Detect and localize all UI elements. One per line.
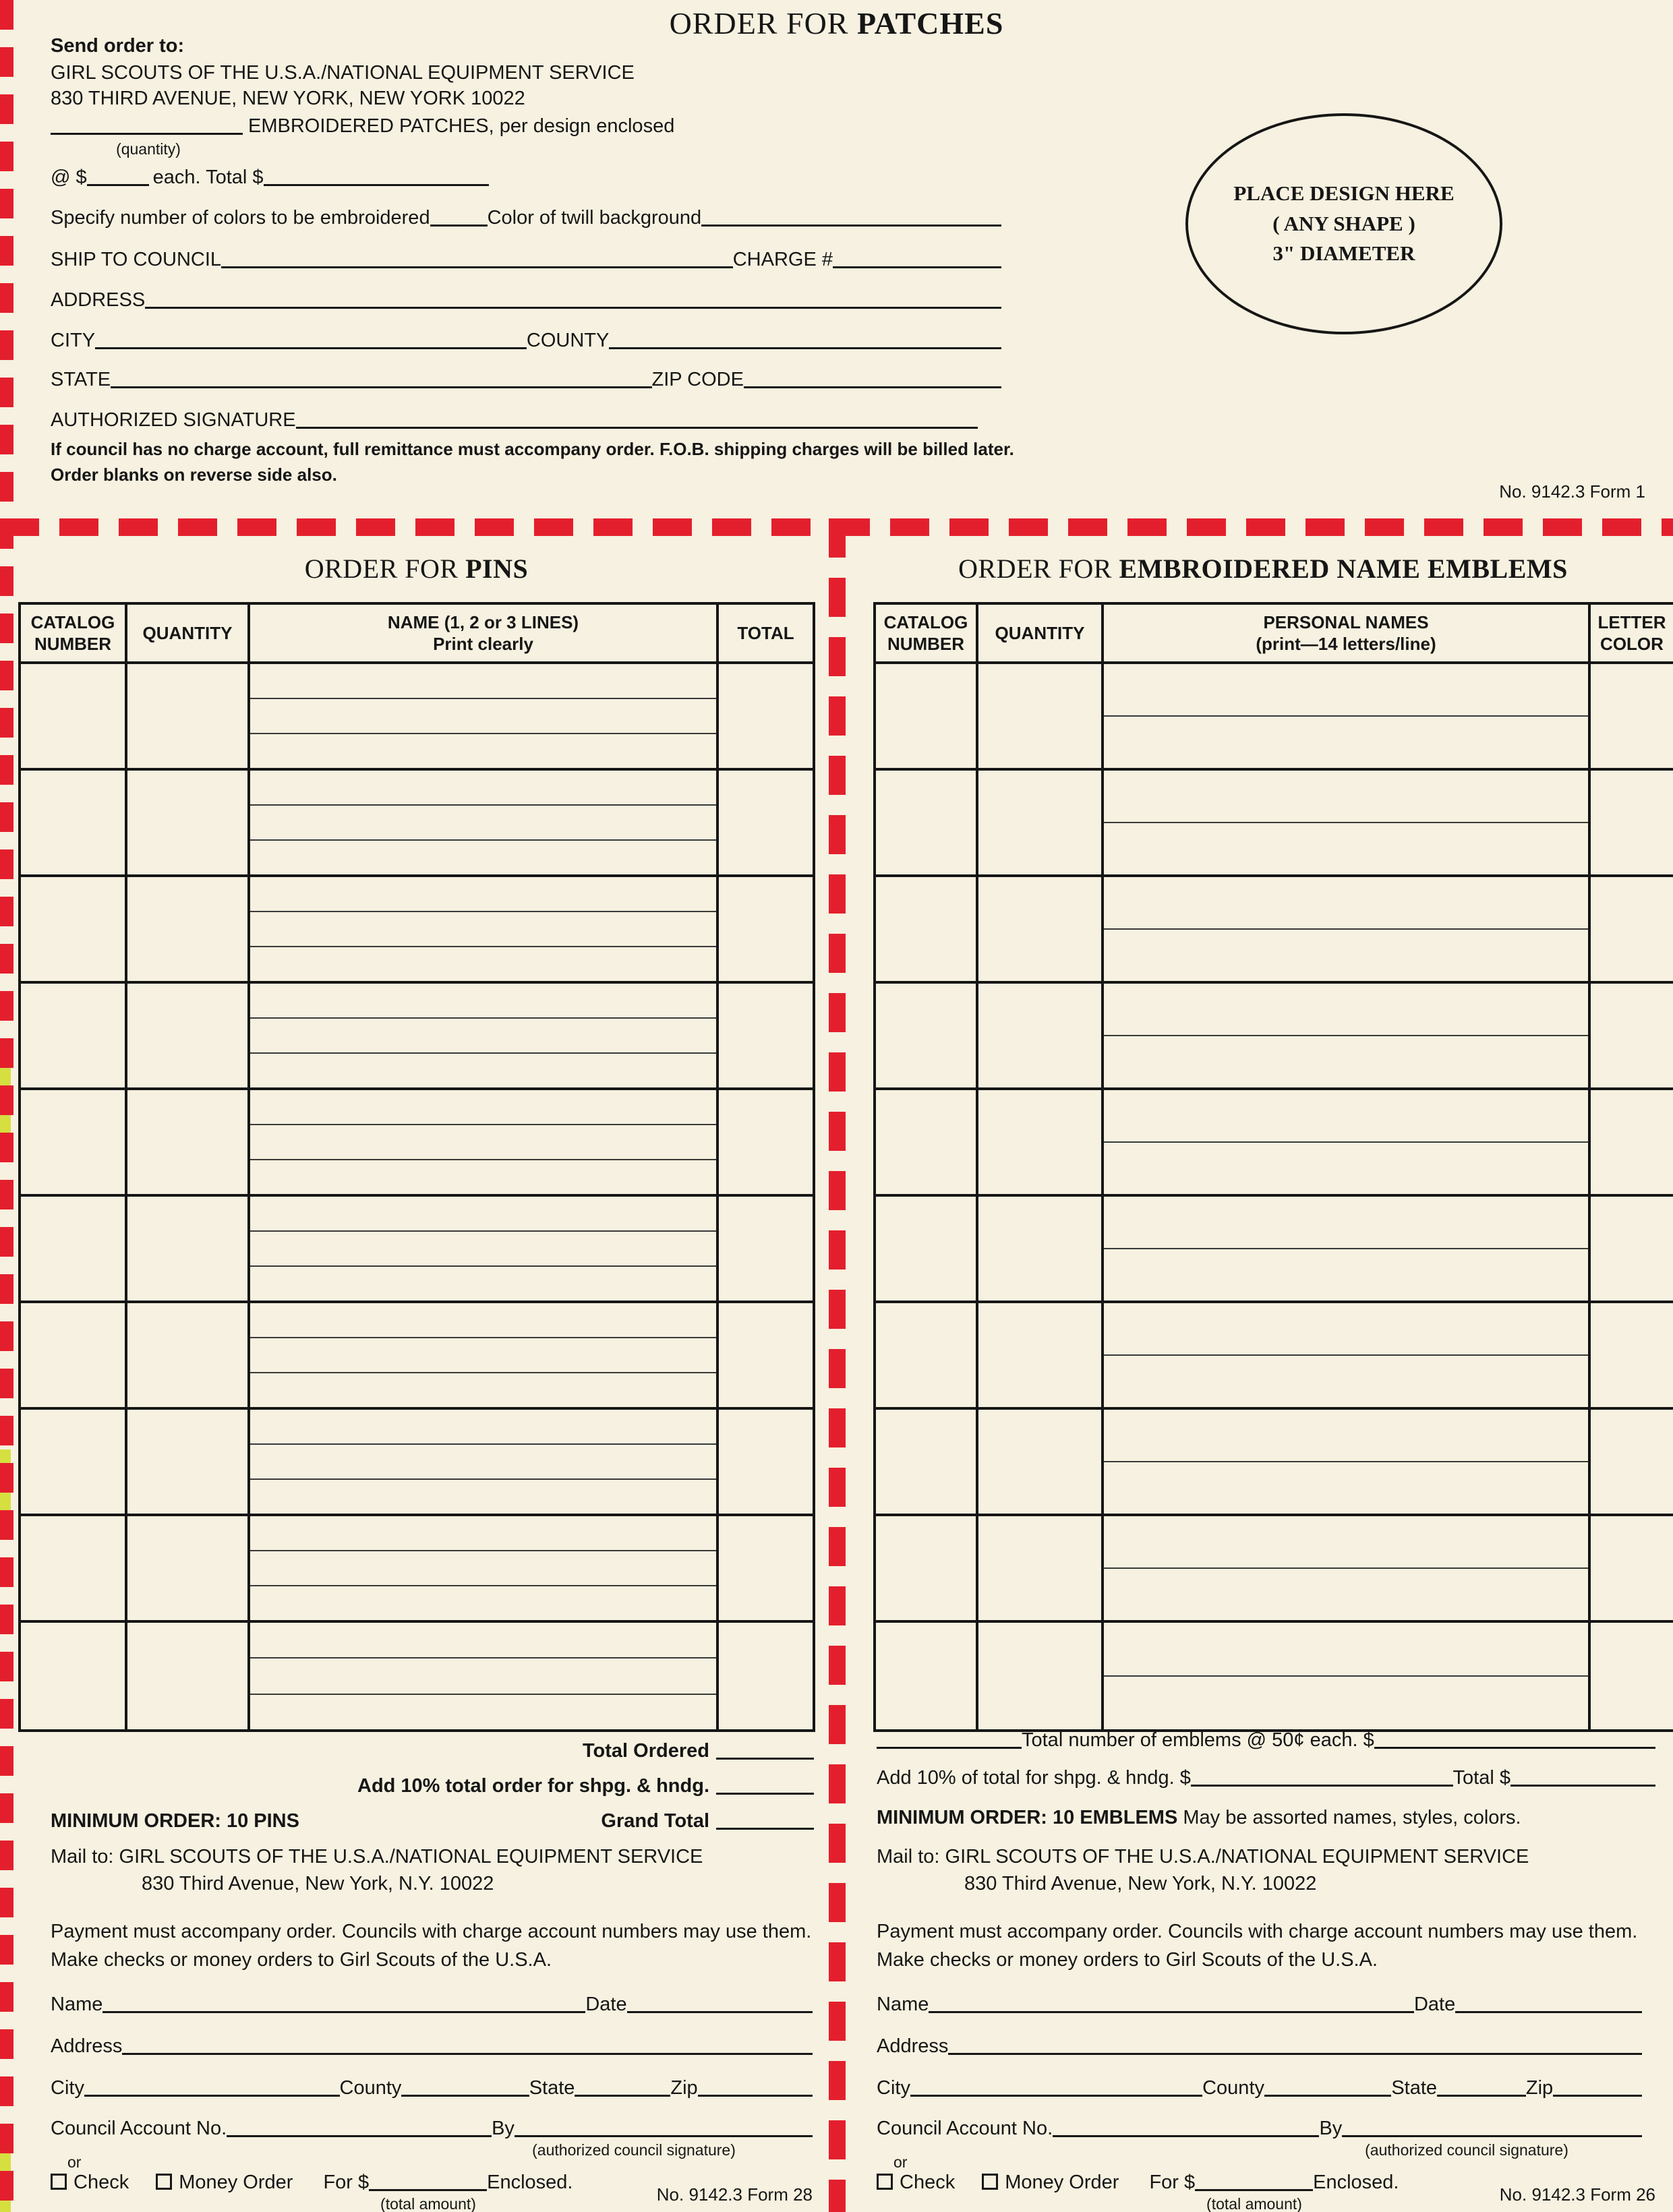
emblems-table-row (876, 1516, 1673, 1623)
pins-council-account-line (227, 2134, 492, 2137)
pins-cell-total (716, 1516, 813, 1620)
design-oval-line3: 3" DIAMETER (1272, 241, 1415, 266)
emblems-total2-line (1510, 1784, 1655, 1787)
emblems-cell-quantity (976, 1197, 1101, 1301)
pins-add10-row (18, 1776, 814, 1796)
emblems-date-line (1455, 2010, 1642, 2013)
emblems-table (873, 602, 1673, 1732)
emblems-table-row (876, 1090, 1673, 1197)
pins-money-order-checkbox (156, 2174, 172, 2190)
emblems-total-label: Total number of emblems @ 50¢ each. $ (1022, 1729, 1374, 1751)
pins-or-label: or (67, 2153, 82, 2171)
grand-total-line (716, 1827, 814, 1830)
ship-to-row (51, 249, 1001, 270)
pins-cell-quantity (125, 1623, 247, 1729)
emblems-council-account-line (1053, 2134, 1319, 2137)
emblems-cell-names (1101, 877, 1588, 981)
emblems-address-label: Address (877, 2035, 949, 2057)
pins-cell-total (716, 877, 813, 981)
emblems-name-label: Name (877, 1994, 929, 2015)
pins-address-label: Address (51, 2035, 123, 2057)
emblems-cell-letter-color (1588, 877, 1673, 981)
pins-cell-quantity (125, 1303, 247, 1407)
emblems-by-line (1342, 2134, 1642, 2137)
pins-cell-name (247, 984, 716, 1087)
emblems-minimum-label: MINIMUM ORDER: 10 EMBLEMS (877, 1807, 1178, 1828)
pins-name-row (51, 1994, 813, 2014)
colors-count-line (430, 224, 488, 227)
emblems-money-order-label: Money Order (1005, 2172, 1119, 2193)
emblems-header-catalog: CATALOG NUMBER (883, 611, 968, 654)
charge-line (833, 266, 1001, 268)
pins-total-ordered-row (18, 1741, 814, 1761)
pins-table-row (21, 1516, 813, 1623)
emblems-council-row (877, 2118, 1642, 2139)
vertical-cut-line (829, 518, 846, 2212)
pins-cell-quantity (125, 1516, 247, 1620)
emblems-cell-catalog (876, 1516, 976, 1620)
pins-state-label: State (529, 2077, 575, 2099)
total-ordered-label: Total Ordered (583, 1740, 709, 1762)
emblems-cell-quantity (976, 1516, 1101, 1620)
emblems-check-label: Check (900, 2172, 956, 2193)
emblems-city-line (910, 2094, 1202, 2097)
address-label: ADDRESS (51, 289, 146, 311)
signature-line (296, 426, 978, 429)
emblems-table-header (876, 605, 1673, 664)
emblems-city-row (877, 2078, 1642, 2098)
pins-cell-quantity (125, 1410, 247, 1514)
pins-table-row (21, 1090, 813, 1197)
charge-note-bold: Order blanks on reverse side also. (51, 464, 337, 485)
pins-cell-catalog (21, 1303, 125, 1407)
city-label: CITY (51, 330, 96, 351)
pins-cell-name (247, 1197, 716, 1301)
pins-header-catalog: CATALOG NUMBER (30, 611, 115, 654)
charge-label: CHARGE # (732, 249, 833, 270)
state-row (51, 369, 1001, 390)
address-line (145, 306, 1001, 309)
emblems-council-account-label: Council Account No. (877, 2118, 1053, 2139)
pins-cell-catalog (21, 1090, 125, 1194)
pins-table-header (21, 605, 813, 664)
pins-cell-name (247, 771, 716, 874)
pins-cell-total (716, 1090, 813, 1194)
emblems-county-label: County (1202, 2077, 1264, 2099)
pins-check-label: Check (74, 2172, 129, 2193)
pins-date-label: Date (585, 1994, 627, 2015)
pins-cell-quantity (125, 771, 247, 874)
emblems-county-line (1264, 2094, 1391, 2097)
at-label: @ $ (51, 167, 87, 188)
pins-city-label: City (51, 2077, 84, 2099)
emblems-table-row (876, 984, 1673, 1090)
emblems-form-number: No. 9142.3 Form 26 (1499, 2184, 1655, 2205)
pins-payment-note: Payment must accompany order. Councils with charge account numbers may use them. Make checks or money orders to Girl Scouts of the U.S.A. (51, 1921, 812, 1971)
pins-header-name: NAME (1, 2 or 3 LINES) Print clearly (247, 605, 716, 661)
pins-table-row (21, 1303, 813, 1410)
org-name: GIRL SCOUTS OF THE U.S.A./NATIONAL EQUIPMENT SERVICE (51, 62, 635, 84)
emblems-table-row (876, 877, 1673, 984)
emblems-enclosed-label: Enclosed. (1313, 2172, 1399, 2193)
charge-note (51, 437, 1022, 487)
emblems-cell-catalog (876, 1623, 976, 1729)
pins-cell-quantity (125, 984, 247, 1087)
pins-cell-total (716, 1410, 813, 1514)
pins-add10-line (716, 1792, 814, 1795)
pins-header-quantity: QUANTITY (125, 605, 247, 661)
specify-colors-label: Specify number of colors to be embroidered (51, 207, 430, 229)
pins-table-row (21, 664, 813, 771)
city-line (95, 347, 527, 349)
emblems-cell-names (1101, 1090, 1588, 1194)
grand-total-label: Grand Total (601, 1810, 709, 1832)
pins-cell-catalog (21, 1516, 125, 1620)
pins-cell-total (716, 664, 813, 768)
left-edge-cut-line (0, 0, 13, 2212)
emblems-cell-names (1101, 1410, 1588, 1514)
emblems-cell-letter-color (1588, 1303, 1673, 1407)
pins-authorized-caption: (authorized council signature) (532, 2141, 736, 2159)
pins-cell-name (247, 1516, 716, 1620)
emblems-title (853, 553, 1673, 585)
emblems-header-personal-names: PERSONAL NAMES (print—14 letters/line) (1101, 605, 1588, 661)
emblems-add10-label: Add 10% of total for shpg. & hndg. $ (877, 1767, 1191, 1789)
emblems-table-row (876, 1623, 1673, 1729)
pins-council-row (51, 2118, 813, 2139)
quantity-line (51, 132, 243, 135)
state-line (111, 386, 651, 388)
county-label: COUNTY (526, 330, 610, 351)
pins-cell-catalog (21, 664, 125, 768)
pins-cell-name (247, 1090, 716, 1194)
pins-city-line (84, 2094, 340, 2097)
pins-address-row (51, 2036, 813, 2056)
emblems-cell-catalog (876, 877, 976, 981)
emblems-cell-quantity (976, 984, 1101, 1087)
send-order-to-label: Send order to: (51, 35, 185, 57)
emblems-cell-catalog (876, 1410, 976, 1514)
emblems-cell-names (1101, 984, 1588, 1087)
pins-minimum-label: MINIMUM ORDER: 10 PINS (51, 1810, 299, 1832)
pins-form-number: No. 9142.3 Form 28 (656, 2184, 813, 2205)
pins-cell-catalog (21, 984, 125, 1087)
pins-table-row (21, 771, 813, 877)
emblems-address-line (948, 2052, 1642, 2055)
pins-mailto-line1: Mail to: GIRL SCOUTS OF THE U.S.A./NATIONAL EQUIPMENT SERVICE (51, 1846, 703, 1867)
design-oval-line1: PLACE DESIGN HERE (1233, 181, 1455, 205)
pins-table-body (21, 664, 813, 1729)
emblems-cell-names (1101, 1197, 1588, 1301)
pins-county-line (401, 2094, 529, 2097)
emblems-cell-quantity (976, 877, 1101, 981)
pins-cell-catalog (21, 1623, 125, 1729)
pins-table (18, 602, 815, 1732)
emblems-mailto-line1: Mail to: GIRL SCOUTS OF THE U.S.A./NATIONAL EQUIPMENT SERVICE (877, 1846, 1529, 1867)
ship-to-line (221, 266, 733, 268)
emblems-cell-quantity (976, 1623, 1101, 1729)
city-row (51, 330, 1001, 351)
emblems-cell-quantity (976, 1303, 1101, 1407)
each-total-label: each. Total $ (152, 167, 264, 188)
pins-cell-quantity (125, 664, 247, 768)
emblems-cell-letter-color (1588, 1516, 1673, 1620)
patches-title-prefix: ORDER FOR (669, 6, 857, 40)
emblems-zip-label: Zip (1525, 2077, 1554, 2099)
pins-by-line (515, 2134, 813, 2137)
emblems-total-count-line (877, 1746, 1022, 1749)
pins-by-label: By (492, 2118, 515, 2139)
patches-form-number: No. 9142.3 Form 1 (1499, 481, 1645, 502)
pins-cell-name (247, 664, 716, 768)
pins-cell-total (716, 1303, 813, 1407)
design-placement-oval (1185, 113, 1502, 334)
pins-header-total: TOTAL (716, 605, 813, 661)
price-line (87, 183, 149, 186)
emblems-cell-names (1101, 664, 1588, 768)
emblems-cell-letter-color (1588, 984, 1673, 1087)
patches-title-word: PATCHES (856, 6, 1004, 40)
pins-enclosed-label: Enclosed. (487, 2172, 573, 2193)
pins-cell-name (247, 1623, 716, 1729)
pins-cell-total (716, 984, 813, 1087)
emblems-or-label: or (893, 2153, 908, 2171)
pins-address-line (122, 2052, 813, 2055)
emblems-cell-names (1101, 1516, 1588, 1620)
price-row (51, 167, 489, 187)
emblems-cell-quantity (976, 1410, 1101, 1514)
pins-date-line (627, 2010, 813, 2013)
quantity-caption: (quantity) (116, 140, 181, 158)
ship-to-label: SHIP TO COUNCIL (51, 249, 222, 270)
emblems-cell-letter-color (1588, 664, 1673, 768)
emblems-state-line (1437, 2094, 1526, 2097)
emblems-cell-names (1101, 1303, 1588, 1407)
emblems-table-row (876, 1197, 1673, 1303)
emblems-minimum-row (877, 1807, 1672, 1829)
pins-council-account-label: Council Account No. (51, 2118, 227, 2139)
emblems-title-prefix: ORDER FOR (958, 554, 1119, 584)
emblems-header-quantity: QUANTITY (976, 605, 1101, 661)
pins-cell-quantity (125, 1090, 247, 1194)
pins-cell-total (716, 1197, 813, 1301)
twill-label: Color of twill background (487, 207, 702, 229)
emblems-city-label: City (877, 2077, 910, 2099)
emblems-add10-row (877, 1768, 1655, 1788)
pins-cell-name (247, 1410, 716, 1514)
emblems-zip-line (1553, 2094, 1642, 2097)
pins-cell-name (247, 877, 716, 981)
charge-note-plain: If council has no charge account, full remittance must accompany order. F.O.B. shipping charges will be billed later. (51, 439, 1014, 459)
pins-table-row (21, 1623, 813, 1729)
emblems-mailto-line2: 830 Third Avenue, New York, N.Y. 10022 (964, 1873, 1317, 1894)
pins-table-row (21, 1410, 813, 1516)
emblems-date-label: Date (1413, 1994, 1456, 2015)
emblems-check-checkbox (877, 2174, 893, 2190)
county-line (609, 347, 1001, 349)
emblems-total-amount-line (1374, 1746, 1655, 1749)
emblems-amount-line (1195, 2188, 1313, 2191)
emblems-cell-letter-color (1588, 1623, 1673, 1729)
total-line (264, 183, 489, 186)
patches-title (0, 5, 1673, 41)
emblems-for-amount-label: For $ (1149, 2172, 1196, 2193)
emblems-cell-catalog (876, 664, 976, 768)
pins-mailto-line2: 830 Third Avenue, New York, N.Y. 10022 (142, 1873, 494, 1894)
emblems-table-row (876, 1303, 1673, 1410)
emblems-cell-catalog (876, 1090, 976, 1194)
pins-add10-label: Add 10% total order for shpg. & hndg. (357, 1775, 709, 1797)
emblems-table-body (876, 664, 1673, 1729)
signature-label: AUTHORIZED SIGNATURE (51, 409, 296, 431)
pins-cell-quantity (125, 1197, 247, 1301)
pins-zip-label: Zip (670, 2077, 698, 2099)
pins-title (17, 553, 816, 585)
emblems-authorized-caption: (authorized council signature) (1365, 2141, 1568, 2159)
emblems-table-row (876, 664, 1673, 771)
pins-cell-catalog (21, 1410, 125, 1514)
emblems-cell-letter-color (1588, 1197, 1673, 1301)
emblems-cell-catalog (876, 984, 976, 1087)
emblems-cell-letter-color (1588, 1090, 1673, 1194)
emblems-by-label: By (1319, 2118, 1343, 2139)
pins-cell-catalog (21, 877, 125, 981)
pins-name-line (102, 2010, 585, 2013)
pins-county-label: County (339, 2077, 402, 2099)
pins-table-row (21, 877, 813, 984)
zip-label: ZIP CODE (651, 369, 744, 390)
emblems-cell-catalog (876, 1197, 976, 1301)
quantity-row (51, 116, 833, 136)
colors-row (51, 208, 1001, 228)
emblems-total2-label: Total $ (1452, 1767, 1510, 1789)
pins-total-amount-caption: (total amount) (380, 2195, 476, 2212)
twill-line (701, 224, 1001, 227)
pins-name-label: Name (51, 1994, 103, 2015)
emblems-table-row (876, 1410, 1673, 1516)
pins-minimum-row (51, 1811, 814, 1831)
emblems-cell-letter-color (1588, 1410, 1673, 1514)
emblems-cell-names (1101, 771, 1588, 874)
pins-cell-quantity (125, 877, 247, 981)
emblems-address-row (877, 2036, 1642, 2056)
pins-cell-name (247, 1303, 716, 1407)
address-row (51, 290, 1001, 310)
emblems-title-word: EMBROIDERED NAME EMBLEMS (1119, 554, 1568, 584)
zip-line (744, 386, 1001, 388)
pins-cell-total (716, 1623, 813, 1729)
emblems-name-line (929, 2010, 1414, 2013)
pins-cell-catalog (21, 1197, 125, 1301)
total-ordered-line (716, 1757, 814, 1760)
emblems-state-label: State (1391, 2077, 1438, 2099)
emblems-add10-line (1191, 1784, 1453, 1787)
design-oval-line2: ( ANY SHAPE ) (1272, 211, 1415, 235)
pins-title-word: PINS (465, 554, 529, 584)
emblems-cell-quantity (976, 771, 1101, 874)
emblems-total-amount-caption: (total amount) (1206, 2195, 1302, 2212)
emblems-header-letter-color: LETTER COLOR (1588, 605, 1673, 661)
pins-cell-catalog (21, 771, 125, 874)
emblems-cell-quantity (976, 1090, 1101, 1194)
emblems-table-row (876, 771, 1673, 877)
pins-for-amount-label: For $ (323, 2172, 370, 2193)
pins-table-row (21, 1197, 813, 1303)
emblems-cell-names (1101, 1623, 1588, 1729)
pins-city-row (51, 2078, 813, 2098)
pins-amount-line (369, 2188, 487, 2191)
state-label: STATE (51, 369, 111, 390)
emblems-cell-quantity (976, 664, 1101, 768)
pins-table-row (21, 984, 813, 1090)
emblems-money-order-checkbox (982, 2174, 998, 2190)
pins-check-checkbox (51, 2174, 67, 2190)
emblems-payment-note: Payment must accompany order. Councils with charge account numbers may use them. Make checks or money orders to Girl Scouts of the U.S.A. (877, 1921, 1638, 1971)
patches-quantity-text: EMBROIDERED PATCHES, per design enclosed (248, 115, 675, 137)
emblems-name-row (877, 1994, 1642, 2014)
pins-state-line (575, 2094, 670, 2097)
org-address: 830 THIRD AVENUE, NEW YORK, NEW YORK 10022 (51, 88, 525, 109)
emblems-total-row (877, 1730, 1655, 1750)
pins-money-order-label: Money Order (179, 2172, 293, 2193)
emblems-minimum-rest: May be assorted names, styles, colors. (1183, 1807, 1521, 1828)
emblems-cell-catalog (876, 1303, 976, 1407)
pins-cell-total (716, 771, 813, 874)
emblems-cell-catalog (876, 771, 976, 874)
pins-zip-line (698, 2094, 813, 2097)
emblems-cell-letter-color (1588, 771, 1673, 874)
signature-row (51, 410, 978, 430)
pins-title-prefix: ORDER FOR (304, 554, 466, 584)
